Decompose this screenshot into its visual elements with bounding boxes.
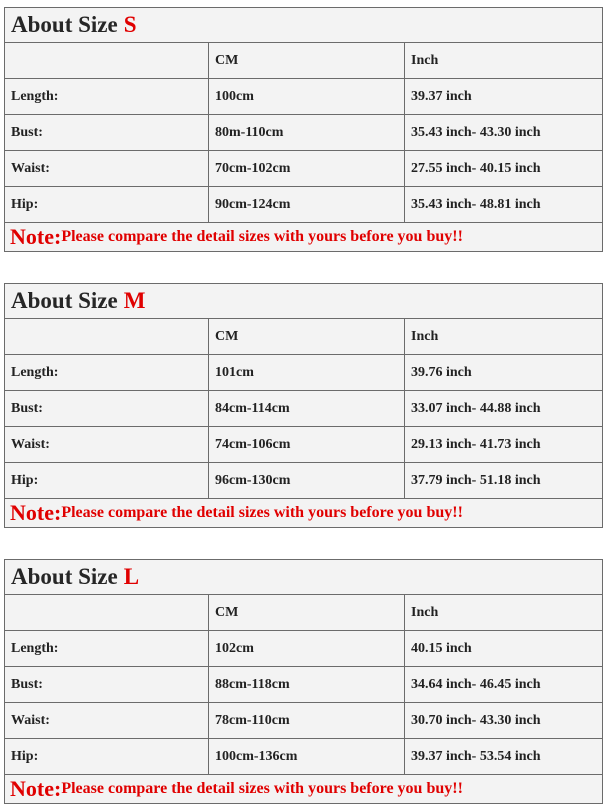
row-inch-value: 34.64 inch- 46.45 inch bbox=[411, 676, 541, 692]
row-label: Bust: bbox=[5, 115, 209, 150]
row-label: Hip: bbox=[5, 463, 209, 498]
row-label: Waist: bbox=[5, 427, 209, 462]
row-label: Waist: bbox=[5, 703, 209, 738]
header-row bbox=[5, 319, 602, 355]
note-text: Please compare the detail sizes with yours before you buy!! bbox=[61, 504, 463, 521]
note-label: Note: bbox=[10, 224, 62, 249]
row-label: Hip: bbox=[5, 739, 209, 774]
row-cm-value: 70cm-102cm bbox=[209, 151, 405, 186]
note-label: Note: bbox=[10, 776, 62, 801]
size-table-title bbox=[5, 560, 602, 595]
table-row bbox=[5, 739, 602, 775]
row-label: Length: bbox=[5, 631, 209, 666]
header-label-cell bbox=[5, 43, 209, 78]
table-row bbox=[5, 703, 602, 739]
size-table-l bbox=[4, 559, 603, 804]
size-letter: L bbox=[123, 564, 140, 589]
row-inch-value: 35.43 inch- 43.30 inch bbox=[411, 124, 541, 140]
title-prefix: About Size bbox=[11, 564, 118, 589]
row-label: Length: bbox=[5, 355, 209, 390]
header-label-cell bbox=[5, 319, 209, 354]
row-cm-value: 84cm-114cm bbox=[209, 391, 405, 426]
header-row bbox=[5, 595, 602, 631]
row-label: Hip: bbox=[5, 187, 209, 222]
row-inch-value: 39.37 inch- 53.54 inch bbox=[411, 748, 541, 764]
table-row bbox=[5, 355, 602, 391]
row-inch-value: 37.79 inch- 51.18 inch bbox=[411, 472, 541, 488]
size-letter: M bbox=[123, 288, 146, 313]
row-inch-value: 35.43 inch- 48.81 inch bbox=[411, 196, 541, 212]
row-inch-value: 27.55 inch- 40.15 inch bbox=[411, 160, 541, 176]
table-row bbox=[5, 151, 602, 187]
note-text: Please compare the detail sizes with yours before you buy!! bbox=[61, 228, 463, 245]
row-inch-value: 29.13 inch- 41.73 inch bbox=[411, 436, 541, 452]
note-row bbox=[5, 499, 602, 527]
header-inch-cell: Inch bbox=[411, 604, 439, 620]
row-label: Bust: bbox=[5, 667, 209, 702]
header-cm-cell: CM bbox=[209, 43, 405, 78]
header-cm-cell: CM bbox=[209, 595, 405, 630]
header-row bbox=[5, 43, 602, 79]
row-label: Bust: bbox=[5, 391, 209, 426]
row-cm-value: 100cm bbox=[209, 79, 405, 114]
table-row bbox=[5, 667, 602, 703]
size-table-s bbox=[4, 7, 603, 252]
table-row bbox=[5, 391, 602, 427]
header-cm-cell: CM bbox=[209, 319, 405, 354]
size-table-m bbox=[4, 283, 603, 528]
header-inch-cell: Inch bbox=[411, 52, 439, 68]
table-row bbox=[5, 79, 602, 115]
row-label: Waist: bbox=[5, 151, 209, 186]
row-cm-value: 102cm bbox=[209, 631, 405, 666]
table-row bbox=[5, 463, 602, 499]
table-row bbox=[5, 115, 602, 151]
table-row bbox=[5, 187, 602, 223]
header-label-cell bbox=[5, 595, 209, 630]
row-label: Length: bbox=[5, 79, 209, 114]
row-cm-value: 78cm-110cm bbox=[209, 703, 405, 738]
title-prefix: About Size bbox=[11, 12, 118, 37]
size-table-title bbox=[5, 284, 602, 319]
table-row bbox=[5, 427, 602, 463]
size-letter: S bbox=[123, 12, 137, 37]
size-table-title bbox=[5, 8, 602, 43]
note-text: Please compare the detail sizes with yours before you buy!! bbox=[61, 780, 463, 797]
table-row bbox=[5, 631, 602, 667]
row-inch-value: 33.07 inch- 44.88 inch bbox=[411, 400, 541, 416]
row-cm-value: 80m-110cm bbox=[209, 115, 405, 150]
note-row bbox=[5, 223, 602, 251]
row-cm-value: 100cm-136cm bbox=[209, 739, 405, 774]
title-prefix: About Size bbox=[11, 288, 118, 313]
row-inch-value: 30.70 inch- 43.30 inch bbox=[411, 712, 541, 728]
row-cm-value: 74cm-106cm bbox=[209, 427, 405, 462]
note-label: Note: bbox=[10, 500, 62, 525]
note-row bbox=[5, 775, 602, 803]
row-inch-value: 39.37 inch bbox=[411, 88, 472, 104]
header-inch-cell: Inch bbox=[411, 328, 439, 344]
row-cm-value: 88cm-118cm bbox=[209, 667, 405, 702]
row-inch-value: 39.76 inch bbox=[411, 364, 472, 380]
row-cm-value: 101cm bbox=[209, 355, 405, 390]
row-inch-value: 40.15 inch bbox=[411, 640, 472, 656]
row-cm-value: 96cm-130cm bbox=[209, 463, 405, 498]
row-cm-value: 90cm-124cm bbox=[209, 187, 405, 222]
